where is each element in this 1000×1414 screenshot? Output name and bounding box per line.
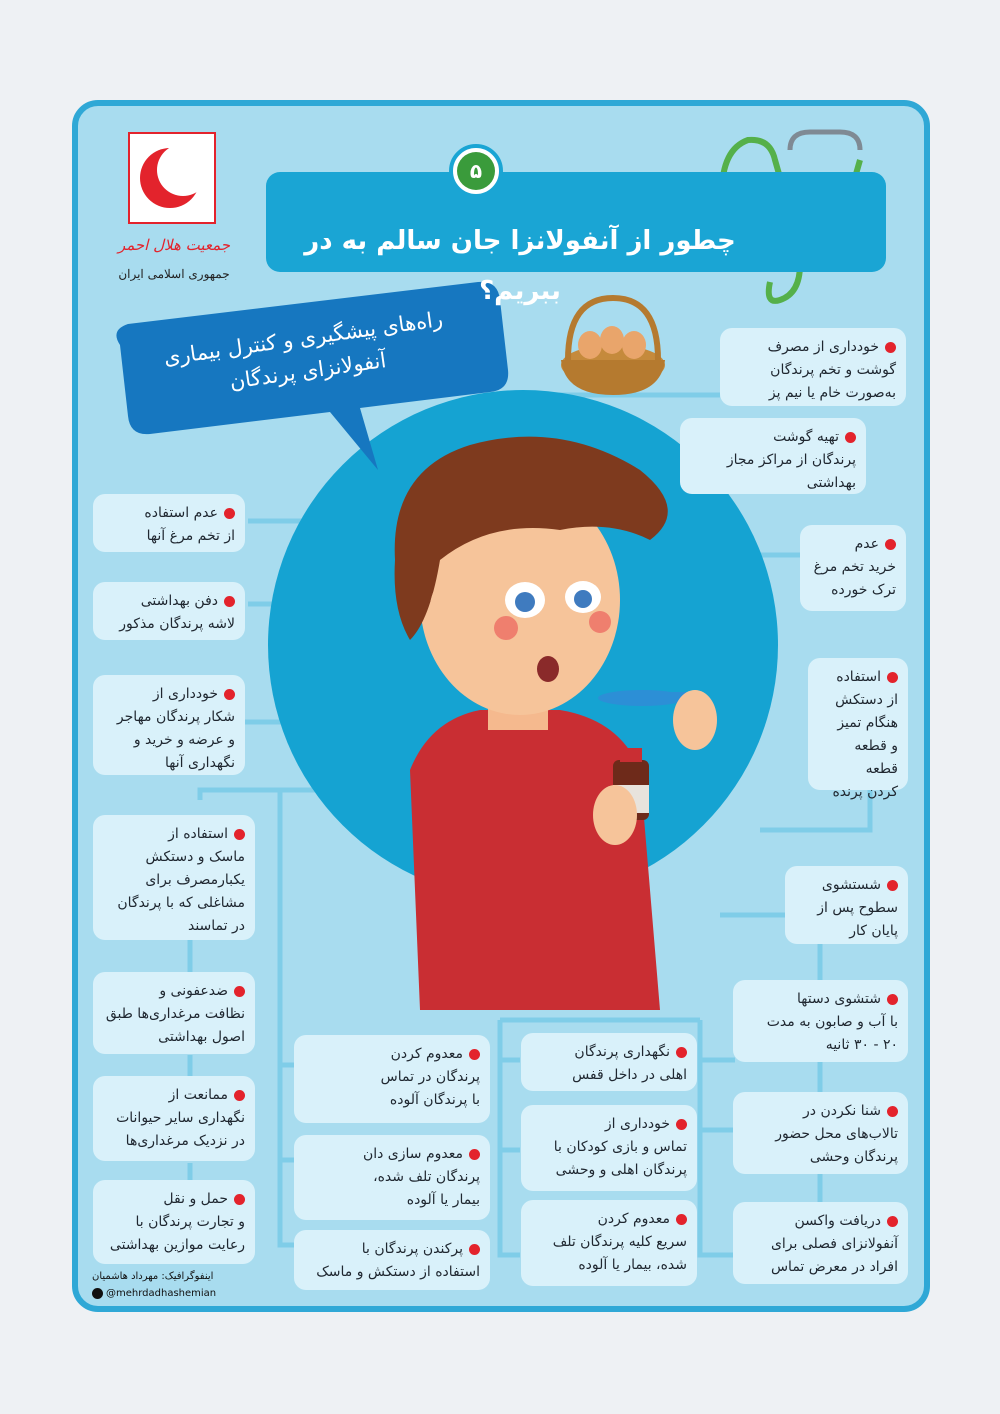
- tip-text: شستشوی سطوح پس از پایان کار: [817, 877, 898, 939]
- credit-handle-text: @mehrdadhashemian: [106, 1288, 217, 1299]
- bullet-dot-icon: [224, 689, 235, 700]
- bullet-dot-icon: [676, 1119, 687, 1130]
- credit-handle: [92, 1285, 222, 1302]
- tip-text: معدوم سازی دان پرندگان تلف شده، بیمار یا آلوده: [362, 1146, 480, 1208]
- telegram-icon: [92, 1288, 103, 1299]
- bullet-dot-icon: [887, 994, 898, 1005]
- tip-text: دریافت واکسن آنفولانزای فصلی برای افراد در معرض تماس: [770, 1213, 898, 1275]
- tip-text: خودداری از شکار پرندگان مهاجر و عرضه و خرید و نگهداری آنها: [116, 686, 235, 771]
- tip-box: [800, 525, 906, 611]
- bullet-dot-icon: [845, 432, 856, 443]
- credit-designer: اینفوگرافیک: مهرداد هاشمیان: [92, 1271, 214, 1282]
- tip-text: معدوم کردن سریع کلیه پرندگان تلف شده، بیمار یا آلوده: [552, 1211, 687, 1273]
- bullet-dot-icon: [887, 1216, 898, 1227]
- tip-box: [294, 1135, 490, 1220]
- tip-box: [93, 972, 255, 1054]
- tip-text: نگهداری پرندگان اهلی در داخل قفس: [572, 1044, 687, 1083]
- tip-text: خودداری از مصرف گوشت و تخم پرندگان به‌صورت خام یا نیم پز: [767, 339, 896, 401]
- tip-text: عدم استفاده از تخم مرغ آنها: [144, 505, 235, 544]
- tip-box: [521, 1105, 697, 1191]
- tip-text: معدوم کردن پرندگان در تماس با پرندگان آلوده: [380, 1046, 480, 1108]
- bullet-dot-icon: [676, 1047, 687, 1058]
- tip-box: [521, 1033, 697, 1091]
- tip-box: [93, 1180, 255, 1264]
- tip-text: عدم خرید تخم مرغ ترک خورده: [813, 536, 896, 598]
- bullet-dot-icon: [234, 1194, 245, 1205]
- credit: [92, 1268, 222, 1304]
- page-title: چطور از آنفولانزا جان سالم به در ببریم؟: [304, 226, 736, 306]
- bullet-dot-icon: [887, 672, 898, 683]
- tip-box: [93, 582, 245, 640]
- tip-box: [733, 1092, 908, 1174]
- tip-box: [521, 1200, 697, 1286]
- bullet-dot-icon: [234, 986, 245, 997]
- number-badge-label: ۵: [457, 152, 495, 190]
- tip-text: ممانعت از نگهداری سایر حیوانات در نزدیک مرغداری‌ها: [116, 1087, 245, 1149]
- bullet-dot-icon: [234, 829, 245, 840]
- bullet-dot-icon: [469, 1049, 480, 1060]
- tip-text: پرکندن پرندگان با استفاده از دستکش و ماسک: [316, 1241, 480, 1280]
- tip-box: [93, 1076, 255, 1161]
- tip-box: [733, 980, 908, 1062]
- bullet-dot-icon: [234, 1090, 245, 1101]
- org-name: جمعیت هلال احمر: [117, 236, 231, 254]
- tip-box: [733, 1202, 908, 1284]
- tip-text: استفاده از ماسک و دستکش یکبارمصرف برای مشاغلی که با پرندگان در تماسند: [117, 826, 245, 934]
- bullet-dot-icon: [885, 342, 896, 353]
- tip-text: استفاده از دستکش هنگام تمیز و قطعه قطعه کردن پرنده: [832, 669, 898, 800]
- tip-box: [808, 658, 908, 800]
- tip-text: ضدعفونی و نظافت مرغداری‌ها طبق اصول بهداشتی: [105, 983, 245, 1045]
- country-name: جمهوری اسلامی ایران: [118, 267, 230, 281]
- bullet-dot-icon: [469, 1244, 480, 1255]
- bullet-dot-icon: [469, 1149, 480, 1160]
- bullet-dot-icon: [676, 1214, 687, 1225]
- bullet-dot-icon: [887, 880, 898, 891]
- tip-box: [294, 1230, 490, 1290]
- bullet-dot-icon: [887, 1106, 898, 1117]
- tip-box: [785, 866, 908, 944]
- tip-text: تهیه گوشت پرندگان از مراکز مجاز بهداشتی: [726, 429, 856, 491]
- tip-box: [93, 494, 245, 552]
- tip-box: [294, 1035, 490, 1123]
- tip-text: شنا نکردن در تالاب‌های محل حضور پرندگان وحشی: [775, 1103, 898, 1165]
- tip-text: شتشوی دستها با آب و صابون به مدت ۲۰ - ۳۰ ثانیه: [766, 991, 898, 1053]
- bullet-dot-icon: [224, 596, 235, 607]
- bubble-text: راه‌های پیشگیری و کنترل بیماری آنفولانزای پرندگان: [162, 306, 445, 394]
- number-badge: [449, 144, 503, 198]
- bullet-dot-icon: [885, 539, 896, 550]
- bullet-dot-icon: [224, 508, 235, 519]
- tip-box: [93, 815, 255, 940]
- tip-box: [93, 675, 245, 775]
- tip-text: حمل و نقل و تجارت پرندگان با رعایت موازین بهداشتی: [109, 1191, 245, 1253]
- tip-box: [680, 418, 866, 494]
- tip-box: [720, 328, 906, 406]
- tip-text: دفن بهداشتی لاشه پرندگان مذکور: [119, 593, 235, 632]
- tip-text: خودداری از تماس و بازی کودکان با پرندگان اهلی و وحشی: [553, 1116, 687, 1178]
